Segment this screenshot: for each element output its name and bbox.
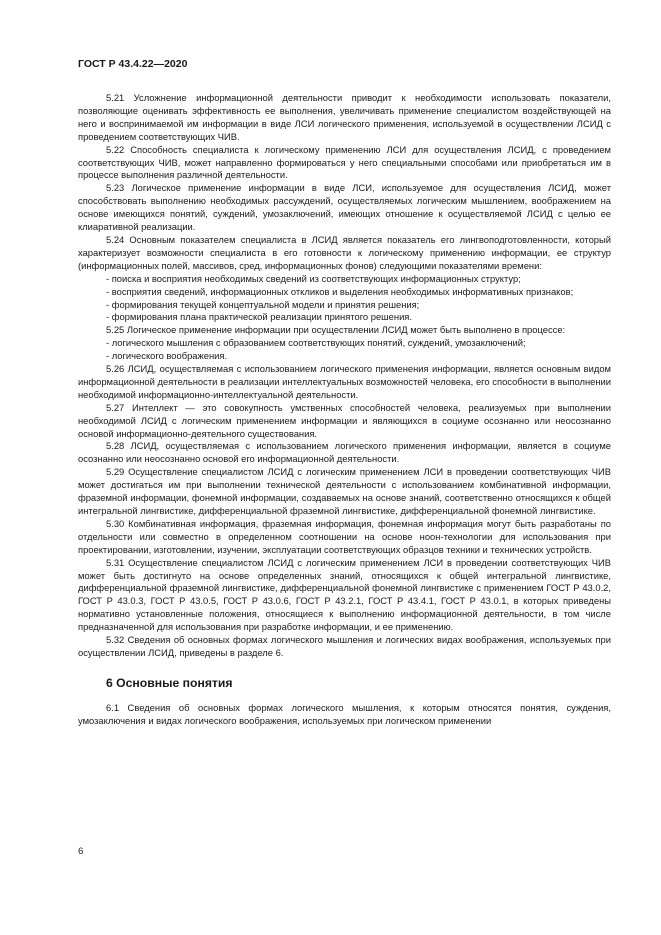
paragraph: 5.30 Комбинативная информация, фраземная информация, фонемная информация могут быть разработаны по отдельности или совместно в определенном соотношении на основе ноон-технологии для использования при проектировании, изготовлении, изучении, эксплуатации соответствующих образцов техники и технических устройств. (78, 517, 611, 555)
paragraph: 6.1 Сведения об основных формах логического мышления, к которым относятся понятия, суждения, умозаключения и видах логического воображения, используемых при логическом применении (78, 701, 611, 726)
list-item: - восприятия сведений, информационных откликов и выделения необходимых информативных признаков; (106, 285, 574, 297)
paragraph: 5.24 Основным показателем специалиста в ЛСИД является показатель его лингвоподготовленности, который характеризует возможности специалиста в его готовности к логическому применению информации, ее структур (информационных полей, массивов, сред, информационных фонов) следующими показателями времени: (78, 233, 611, 271)
list-item: - поиска и восприятия необходимых сведений из соответствующих информационных структур; (106, 272, 521, 284)
document-body (78, 92, 611, 728)
page-number: 6 (78, 846, 84, 857)
paragraph: 5.31 Осуществление специалистом ЛСИД с логическим применением ЛСИ в проведении соответствующих ЧИВ может быть достигнуто на основе определенных знаний, относящихся к общей интегральной лингвистике, дифференциальной фраземной лингвистике, дифференциальной фонемной лингвистике с применением ГОСТ Р 43.0.2, ГОСТ Р 43.0.3, ГОСТ Р 43.0.5, ГОСТ Р 43.0.6, ГОСТ Р 43.2.1, ГОСТ Р 43.4.1, ГОСТ Р 43.0.1, в которых приведены нормативно установленные положения, относящиеся к выполнению информационной деятельности, в том числе предназначенной для использования при разработке информации, и ее применению. (78, 556, 611, 633)
section-heading: 6 Основные понятия (106, 675, 233, 690)
list-item: - логического мышления с образованием соответствующих понятий, суждений, умозаключений; (106, 337, 526, 349)
list-item: - логического воображения. (106, 350, 228, 362)
paragraph: 5.21 Усложнение информационной деятельности приводит к необходимости использовать показатели, позволяющие оценивать эффективность ее выполнения, увеличивать применение специалистом воздействующей на него и воспринимаемой им информации в виде ЛСИ логического применения, используемой в осуществлении ЛСИД с проведением соответствующих ЧИВ. (78, 92, 611, 142)
paragraph: 5.26 ЛСИД, осуществляемая с использованием логического применения информации, является основным видом информационной деятельности в реализации интеллектуальных возможностей человека, его способности в выполнении необходимой информационно-интеллектуальной деятельности. (78, 363, 611, 400)
paragraph: 5.25 Логическое применение информации при осуществлении ЛСИД может быть выполнено в процессе: (106, 324, 566, 336)
list-item: - формирования плана практической реализации принятого решения. (106, 311, 412, 323)
paragraph: 5.28 ЛСИД, осуществляемая с использованием логического применения информации, является в социуме осознанно или неосознанно основой его информационной деятельности. (78, 440, 611, 465)
paragraph: 5.22 Способность специалиста к логическому применению ЛСИ для осуществления ЛСИД, с проведением соответствующих ЧИВ, может направленно формироваться у него специальными способами или приобретаться им в процессе выполнения различной деятельности. (78, 143, 611, 181)
paragraph: 5.23 Логическое применение информации в виде ЛСИ, используемое для осуществления ЛСИД, может способствовать выполнению необходимых рассуждений, осуществляемых логическим мышлением, воображением на основе имеющихся понятий, суждений, умозаключений, имеющих отношение к осуществляемой ЛСИД с целью ее клиаративной реализации. (78, 182, 611, 233)
page-header: ГОСТ Р 43.4.22—2020 (78, 58, 188, 70)
paragraph: 5.27 Интеллект — это совокупность умственных способностей человека, реализуемых при выполнении необходимой ЛСИД с логическим применением информации и являющихся в социуме осознанно или неосознанно основой информационно-деятельного существования. (78, 401, 611, 439)
list-item: - формирования текущей концептуальной модели и принятия решения; (106, 298, 420, 310)
paragraph: 5.32 Сведения об основных формах логического мышления и логических видах воображения, используемых при осуществлении ЛСИД, приведены в разделе 6. (78, 634, 611, 658)
paragraph: 5.29 Осуществление специалистом ЛСИД с логическим применением ЛСИ в проведении соответствующих ЧИВ может достигаться им при выполнении технической деятельности с использованием комбинативной информации, фраземной информации, фонемной информации, создаваемых на основе знаний, соответственно относящихся к общей интегральной лингвистике, дифференциальной фраземной лингвистике, дифференциальной фонемной лингвистике. (78, 466, 611, 516)
